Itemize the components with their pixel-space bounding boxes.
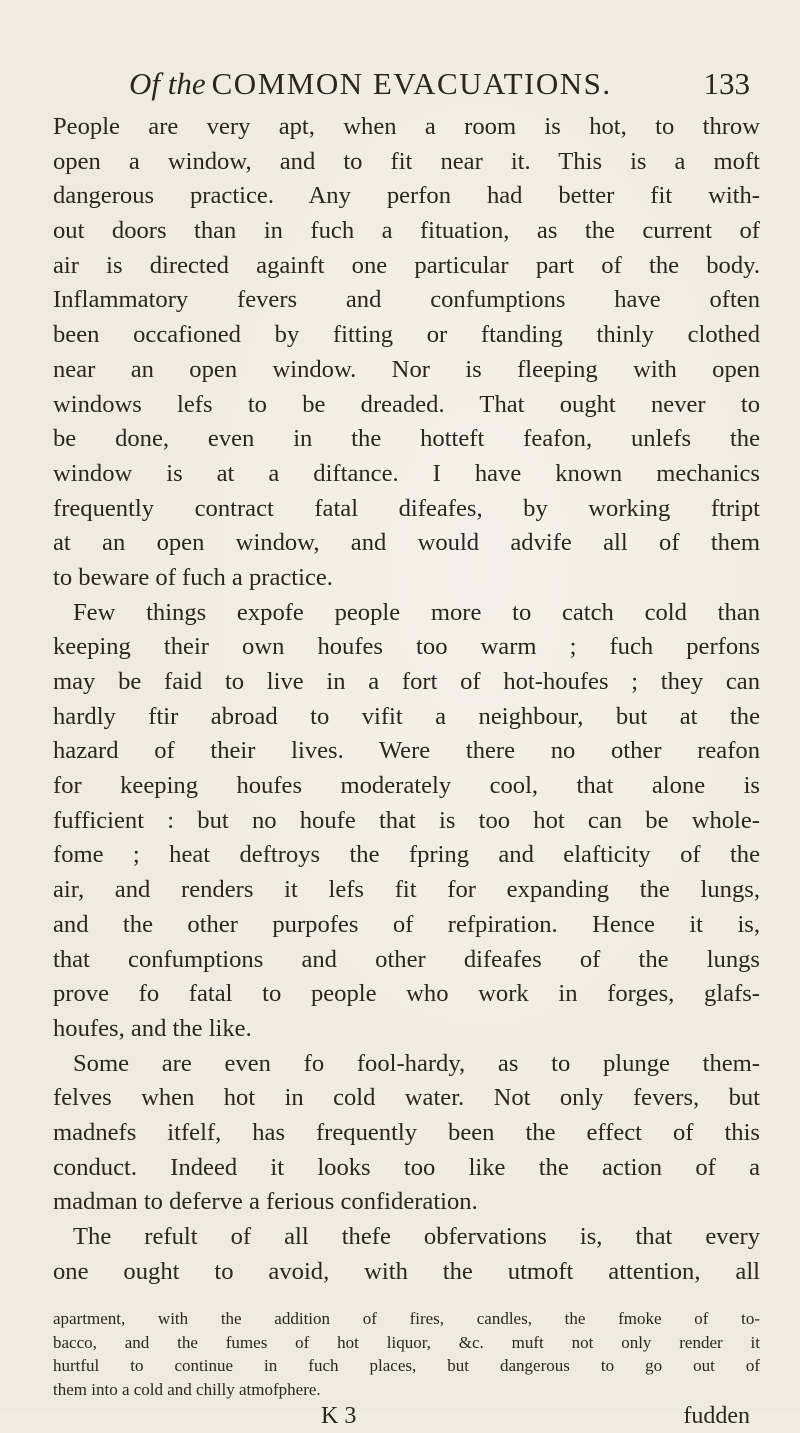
text-line: frequently contract fatal difeafes, by working ftript [53,494,760,522]
text-line: out doors than in fuch a fituation, as the current of [53,217,760,245]
footnote-line: hurtful to continue in fuch places, but dangerous to go out of [53,1356,760,1376]
running-head [53,52,760,100]
running-title-caps: COMMON EVACUATIONS. [211,66,612,101]
footnote-line: apartment, with the addition of fires, candles, the fmoke of to- [53,1309,760,1329]
text-line: open a window, and to fit near it. This is a moft [53,147,760,175]
text-line: hazard of their lives. Were there no other reafon [53,737,760,765]
text-line: conduct. Indeed it looks too like the action of a [53,1153,760,1181]
text-line: dangerous practice. Any perfon had better fit with- [53,182,760,210]
footnote [53,1307,760,1401]
text-line: madnefs itfelf, has frequently been the effect of this [53,1118,760,1146]
text-line: windows lefs to be dreaded. That ought never to [53,390,760,418]
text-line: Inflammatory fevers and confumptions have often [53,286,760,314]
text-line: one ought to avoid, with the utmoft attention, all [53,1257,760,1285]
text-line: been occafioned by fitting or ftanding thinly clothed [53,321,760,349]
text-line: felves when hot in cold water. Not only fevers, but [53,1084,760,1112]
text-line: window is at a diftance. I have known mechanics [53,459,760,487]
text-line: houfes, and the like. [53,1014,252,1042]
text-line: air, and renders it lefs fit for expanding the lungs, [53,876,760,904]
text-line: keeping their own houfes too warm ; fuch perfons [53,633,760,661]
text-line: may be faid to live in a fort of hot-houfes ; they can [53,668,760,695]
text-line: madman to deferve a ferious confideration. [53,1188,478,1216]
text-line: be done, even in the hotteft feafon, unlefs the [53,425,760,453]
text-line: The refult of all thefe obfervations is, that every [73,1223,760,1250]
text-line: and the other purpofes of refpiration. Hence it is, [53,910,760,938]
text-line: to beware of fuch a practice. [53,563,333,591]
text-line: fufficient : but no houfe that is too hot can be whole- [53,806,760,834]
text-line: People are very apt, when a room is hot, to throw [53,113,760,140]
catchword: fudden [683,1403,750,1430]
text-line: at an open window, and would advife all of them [53,529,760,557]
running-title-italic: Of the [129,66,206,101]
text-line: Some are even fo fool-hardy, as to plunge them- [73,1049,760,1077]
text-line: air is directed againft one particular part of the body. [53,251,760,279]
text-line: that confumptions and other difeafes of the lungs [53,945,760,973]
footnote-line: bacco, and the fumes of hot liquor, &c. muft not only render it [53,1332,760,1352]
text-line: near an open window. Nor is fleeping with open [53,355,760,383]
footnote-line: them into a cold and chilly atmofphere. [53,1379,321,1399]
text-line: Few things expofe people more to catch cold than [73,598,760,626]
page-footer [53,1403,760,1433]
text-line: prove fo fatal to people who work in forges, glafs- [53,980,760,1008]
page-number: 133 [703,66,750,101]
text-line: for keeping houfes moderately cool, that alone is [53,772,760,800]
running-title [129,66,612,102]
body-text [53,110,760,1289]
signature-mark: K 3 [321,1403,357,1430]
text-line: fome ; heat deftroys the fpring and elafticity of the [53,841,760,869]
text-line: hardly ftir abroad to vifit a neighbour, but at the [53,702,760,730]
